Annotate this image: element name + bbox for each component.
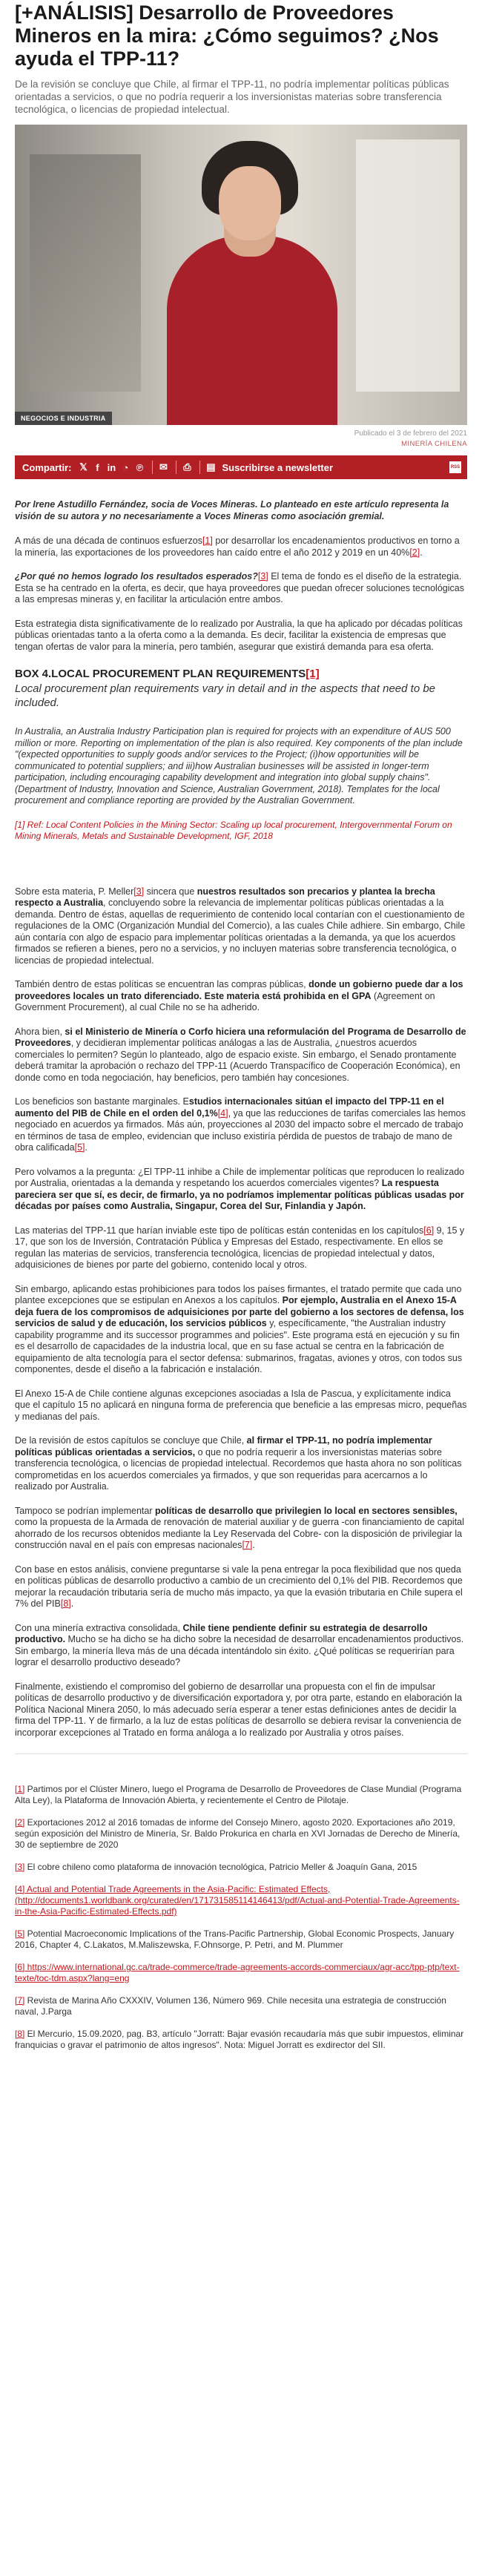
paragraph: Ahora bien, si el Ministerio de Minería o Corfo hiciera una reformulación del Programa de Desarrollo de Proveedores, y decidieran implementar políticas análogas a las de Australia, ¿nuestros acuerdos comerciales lo permiten? Según lo planteado, algo de espacio existe. Sin embargo, el Senado prontamente deberá tramitar la aprobación o rechazo del TPP-11 (Acuerdo Transpacífico de Cooperación Económica), en donde como en toda negociación, hay beneficios, pero también hay concesiones. — [15, 1026, 466, 1083]
publish-date: Publicado el 3 de febrero del 2021 — [354, 429, 467, 438]
footnote-backlink[interactable]: [8] — [15, 2029, 25, 2039]
footnote-backlink[interactable]: [6] — [15, 1962, 25, 1972]
paragraph: Sobre esta materia, P. Meller[3] sincera que nuestros resultados son precarios y plantea la brecha respecto a Australia, concluyendo sobre la relevancia de implementar políticas públicas orientadas a la demanda. Dentro de éstas, aquellas de requerimiento de contenido local contarían con el cuestionamiento de regulaciones de la OMC (Organización Mundial del Comercio), a las cuales Chile adhiere. Sin embargo, Chile aún contaría con algo de espacio para implementar políticas orientadas a la demanda, ya que los acuerdos firmados se refieren a bienes, pero no a servicios, y no incluyen materias sobre transferencia tecnológica, o licencias de propiedad intelectual. — [15, 886, 466, 966]
paragraph: Sin embargo, aplicando estas prohibiciones para todos los países firmantes, el tratado permite que cada uno plantee excepciones que se estipulan en Anexos a los capítulos. Por ejemplo, Australia en el Anexo 15-A deja fuera de los compromisos de adquisiciones por parte del gobierno a los sectores de defensa, los servicios de salud y de educación, los servicios públicos y, específicamente, "the Australian industry capability programme and its successor programmes and policies". Este programa está en ejecución y su fin es el desarrollo de capacidades de la industria local, que en su fase actual se centra en la fabricación de equipamiento de alta tecnología para el sector defensa: submarinos, fragatas, aviones y otros, con todos sus componentes, desde el diseño a la fabricación e instalación. — [15, 1283, 464, 1374]
box-paragraph: In Australia, an Australia Industry Participation plan is required for projects with an expenditure of AUS 500 million or more. Reporting on implementation of the plan is also required. Key components of the plan include "(expected opportunities to supply goods and/or services to the Project; (i)how opportunities will be communicated to potential suppliers; and iii)how Australian businesses will be assisted in longer-term participation, including encouraging capability development and integration into global supply chains". (Department of Industry, Innovation and Science, Australian Government, 2018). Templates for the local procurement and compliance reporting are provided by the Australian Government. — [15, 726, 463, 806]
article-title: [+ANÁLISIS] Desarrollo de Proveedores Mineros en la mira: ¿Cómo seguimos? ¿Nos ayuda el TPP-11? — [15, 1, 439, 70]
footnote-link[interactable]: [1] — [202, 536, 213, 546]
footnote-item: [5] Potential Macroeconomic Implications of the Trans-Pacific Partnership, Global Economic Prospects, January 2016, Chapter 4, C.Lakatos, M.Maliszewska, F.Ohnsorge, P. Petri, and M. Plummer — [15, 1928, 455, 1950]
paragraph: Tampoco se podrían implementar políticas de desarrollo que privilegien lo local en sectores sensibles, como la propuesta de la Armada de renovación de material auxiliar y de guerra -con financiamiento de capital ahorrado de los recursos obtenidos mediante la Ley Reservada del Cobre- con la disposición de privilegiar la construcción naval en el país con empresas nacionales[7]. — [15, 1505, 464, 1550]
footnote-item: [8] El Mercurio, 15.09.2020, pag. B3, artículo "Jorratt: Bajar evasión recaudaría más que subir impuestos, eliminar franquicias o gravar el patrimonio de altos ingresos". Nota: Miguel Jorratt es exdirector del SII. — [15, 2029, 464, 2050]
rss-icon[interactable]: RSS — [449, 461, 461, 473]
footnote-link[interactable]: [4] — [217, 1107, 228, 1119]
footnote-backlink[interactable]: [3] — [15, 1862, 25, 1872]
author-note: Por Irene Astudillo Fernández, socia de Voces Mineras. Lo planteado en este artículo representa la visión de su autora y no necesariamente a Voces Mineras como asociación gremial. — [15, 499, 449, 521]
footnote-link[interactable]: [5] — [74, 1142, 85, 1153]
whatsapp-icon[interactable]: ◔ — [122, 461, 129, 473]
box-subheading: Local procurement plan requirements vary in detail and in the aspects that need to be included. — [15, 682, 436, 709]
paragraph: De la revisión de estos capítulos se concluye que Chile, al firmar el TPP-11, no podría implementar políticas públicas orientadas a servicios, o que no podría requerir a los inversionistas materias sobre transferencia tecnológica, o licencias de propiedad intelectual. Recordemos que hasta ahora no son políticas comprometidas en los acuerdos comerciales ya firmados, y que son requeridas para acercarnos a lo realizado por Australia. — [15, 1435, 462, 1492]
footnote-link[interactable]: [1] — [306, 668, 320, 680]
footnote-external-link[interactable]: https://www.international.gc.ca/trade-commerce/trade-agreements-accords-commerciaux/agr-acc/tpp-ptp/text-texte/toc-tdm.aspx?lang=eng — [15, 1962, 460, 1983]
footnote-external-link[interactable]: Actual and Potential Trade Agreements in the Asia-Pacific: Estimated Effects, (http://documents1.worldbank.org/curated/en/171731585114146413/pdf/Actual-and-Potential-Trade-Agreements-in-the-Asia-Pacific-Estimated-Effects.pdf) — [15, 1884, 460, 1917]
category-tag[interactable]: NEGOCIOS E INDUSTRIA — [15, 412, 112, 425]
article-lead: De la revisión se concluye que Chile, al firmar el TPP-11, no podría implementar políticas públicas orientadas a servicios, o que no podría requerir a los inversionistas materias sobre transferencia tecnológica, o licencias de propiedad intelectual. — [15, 79, 449, 115]
footnote-item: [1] Partimos por el Clúster Minero, luego el Programa de Desarrollo de Proveedores de Clase Mundial (Programa Alta Ley), la Plataforma de Innovación Abierta, y recientemente el Centro de Pilotaje. — [15, 1784, 462, 1805]
footnote-link[interactable]: [8] — [60, 1598, 71, 1609]
footnote-item: [3] El cobre chileno como plataforma de innovación tecnológica, Patricio Meller & Joaquín Gana, 2015 — [15, 1862, 417, 1872]
paragraph: Los beneficios son bastante marginales. Estudios internacionales sitúan el impacto del TPP-11 en el aumento del PIB de Chile en el orden del 0,1%[4], ya que las reducciones de tarifas comerciales las hemos negociado en acuerdos ya firmados. Más aún, proyecciones al 2030 del impacto sobre el mercado de trabajo en términos de tasa de empleo, evidencian que incluso existiría pérdida de puestos de trabajo de mano de obra calificada[5]. — [15, 1096, 466, 1153]
pinterest-icon[interactable]: ℗ — [136, 461, 144, 473]
box-heading: BOX 4.LOCAL PROCUREMENT PLAN REQUIREMENTS[1] — [15, 668, 320, 680]
footnote-backlink[interactable]: [5] — [15, 1928, 25, 1939]
linkedin-icon[interactable]: in — [107, 461, 116, 473]
footnote-backlink[interactable]: [4] — [15, 1884, 25, 1894]
source-label: MINERÍA CHILENA — [401, 440, 467, 448]
footnote-item: [2] Exportaciones 2012 al 2016 tomadas de informe del Consejo Minero, agosto 2020. Exportaciones año 2019, según exposición del Ministro de Minería, Sr. Baldo Prokurica en charla en XVI Jornadas de Derecho de Minería, 30 de septiembre de 2020 — [15, 1817, 460, 1850]
subscribe-newsletter-link[interactable]: Suscribirse a newsletter — [222, 461, 334, 473]
footnote-link[interactable]: [3] — [133, 886, 145, 897]
share-bar — [15, 455, 467, 479]
hero-image — [15, 125, 467, 425]
footnote-link[interactable]: [3] — [257, 571, 268, 582]
paragraph: También dentro de estas políticas se encuentran las compras públicas, donde un gobierno puede dar a los proveedores locales un trato diferenciado. Este materia está prohibida en el GPA (Agreement on Government Procurement), al cual Chile no se ha adherido. — [15, 979, 463, 1012]
divider — [15, 1753, 467, 1754]
share-label: Compartir: — [22, 461, 72, 473]
box-footnote: [1] Ref: Local Content Policies in the Mining Sector: Scaling up local procurement, Intergovernmental Forum on Mining Minerals, Metals and Sustainable Development, IGF, 2018 — [15, 819, 452, 841]
paragraph: Con base en estos análisis, conviene preguntarse si vale la pena entregar la poca flexibilidad que nos queda en políticas públicas de desarrollo productivo a cambio de un crecimiento del 0,1% del PIB. Recordemos que mejorar la recaudación tributaria sería de mucho más impacto, ya que la evasión tributaria en Chile supera el 7% del PIB[8]. — [15, 1564, 463, 1609]
paragraph: El Anexo 15-A de Chile contiene algunas excepciones asociadas a Isla de Pascua, y explícitamente indica que el capítulo 15 no aplicará en ninguna forma de preferencia que beneficie a las empresas micro, pequeñas y medianas del país. — [15, 1388, 467, 1422]
paragraph: Las materias del TPP-11 que harían inviable este tipo de políticas están contenidas en los capítulos[6] 9, 15 y 17, que son los de Inversión, Contratación Pública y Empresas del Estado, respectivamente. En ellos se regulan las materias de servicios, transferencia tecnológica, licencias de propiedad intelectual y datos, adquisiciones de bienes por parte del gobierno, contenido local y otros. — [15, 1225, 465, 1270]
paragraph: A más de una década de continuos esfuerzos[1] por desarrollar los encadenamientos productivos en torno a la minería, las exportaciones de los proveedores han caído entre el año 2012 y 2019 en un 40%[2]. — [15, 536, 460, 558]
footnotes-list — [15, 1784, 467, 2051]
email-icon[interactable]: ✉ — [159, 461, 168, 472]
footnote-item — [15, 1962, 467, 1984]
paragraph: Pero volvamos a la pregunta: ¿El TPP-11 inhibe a Chile de implementar políticas que reproducen lo realizado por Australia, orientadas a la demanda y respetando los acuerdos comerciales vigentes? La respuesta pareciera ser que sí, es decir, de firmarlo, ya no podríamos implementar políticas públicas usadas por décadas por países como Australia, Singapur, Corea del Sur, Finlandia y Japón. — [15, 1166, 465, 1211]
footnote-backlink[interactable]: [2] — [15, 1817, 25, 1828]
footnote-backlink[interactable]: [7] — [15, 1995, 25, 2006]
footnote-link[interactable]: [2] — [409, 547, 420, 558]
footnote-link[interactable]: [6] — [423, 1225, 435, 1236]
paragraph: ¿Por qué no hemos logrado los resultados esperados?[3] El tema de fondo es el diseño de la estrategia. Esta se ha centrado en la oferta, es decir, que haya proveedores que puedan ofrecer soluciones tecnológicas a las empresas mineras y, en facilitar la articulación entre ambos. — [15, 571, 464, 605]
twitter-icon[interactable]: 𝕏 — [79, 461, 88, 472]
footnote-item: [7] Revista de Marina Año CXXXIV, Volumen 136, Número 969. Chile necesita una estrategia de construcción naval, J.Parga — [15, 1995, 446, 2017]
facebook-icon[interactable]: f — [96, 461, 99, 473]
footnote-item — [15, 1884, 467, 1917]
footnote-link[interactable]: [7] — [242, 1540, 253, 1550]
print-icon[interactable]: ⎙ — [183, 461, 191, 472]
paragraph: Finalmente, existiendo el compromiso del gobierno de desarrollar una propuesta con el fin de impulsar políticas de desarrollo productivo y de diversificación exportadora y, por otra parte, estando en elaboración la Política Nacional Minera 2050, lo más adecuado sería esperar a tener estas definiciones antes de decidir la firma del TPP-11. Y de firmarlo, a la luz de estas políticas de desarrollo se debiera revisar la conveniencia de incorporar excepciones al Tratado en forma análoga a lo realizado por Australia y otros países. — [15, 1681, 462, 1738]
footnote-backlink[interactable]: [1] — [15, 1784, 25, 1794]
newsletter-icon: ▤ — [206, 461, 216, 472]
paragraph: Esta estrategia dista significativamente de lo realizado por Australia, la que ha aplicado por décadas políticas públicas orientadas tanto a la oferta como a la demanda. Es decir, facilitar la existencia de empresas que tengan ofertas de valor para la minería, pero también, asegurar que existirá demanda para esa oferta. — [15, 618, 463, 652]
paragraph: Con una minería extractiva consolidada, Chile tiene pendiente definir su estrategia de desarrollo productivo. Mucho se ha dicho se ha dicho sobre la necesidad de desarrollar encadenamientos productivos. Sin embargo, la minería lleva más de una década intentándolo sin éxito. ¿Qué políticas se requerirían para lograr el desarrollo productivo deseado? — [15, 1622, 464, 1667]
